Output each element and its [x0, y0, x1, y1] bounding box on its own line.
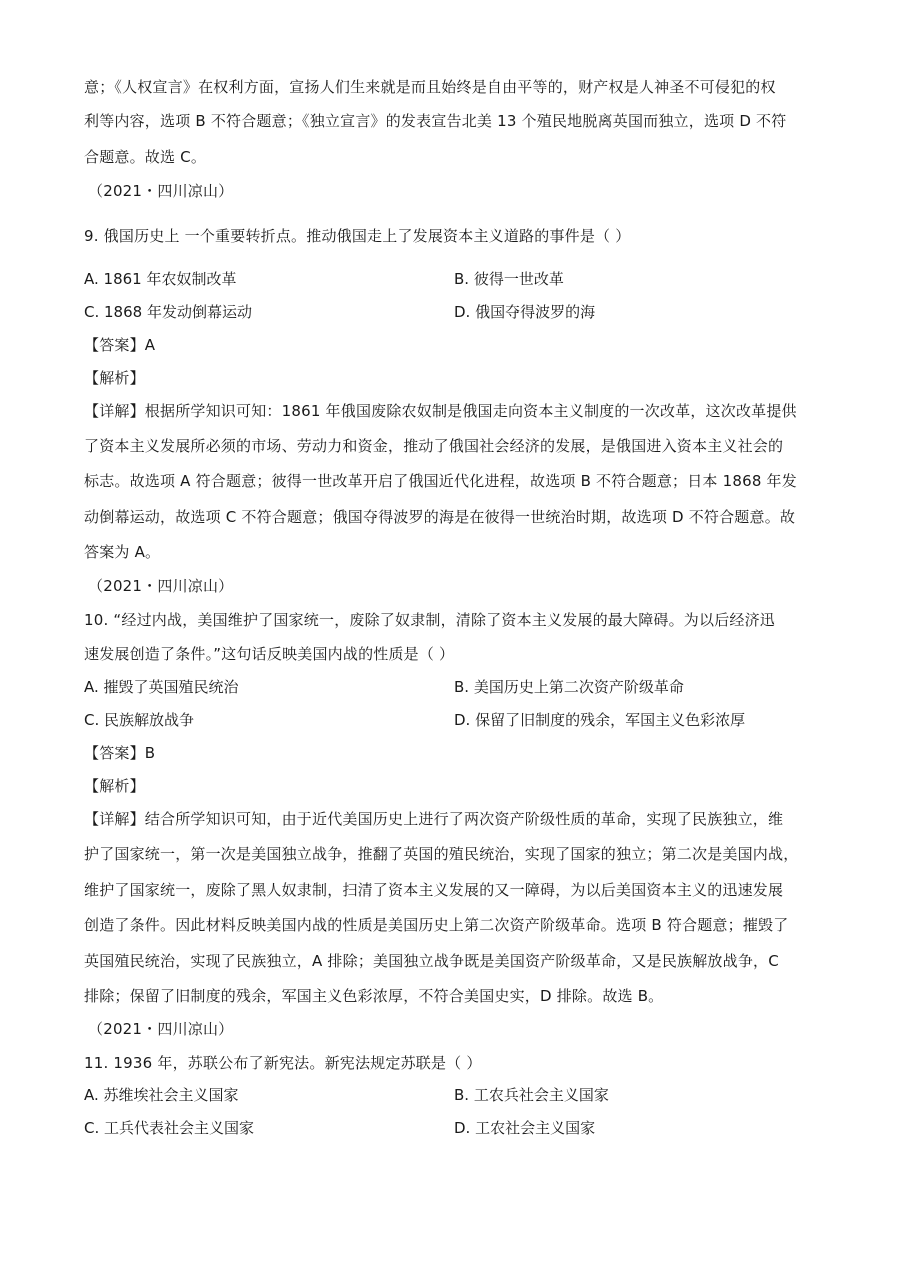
option-c: C. 民族解放战争 — [84, 711, 195, 729]
answer-line: 【答案】A — [84, 336, 156, 354]
analysis-label: 【解析】 — [84, 777, 145, 795]
option-d: D. 工农社会主义国家 — [454, 1119, 596, 1137]
option-a: A. 摧毁了英国殖民统治 — [84, 678, 239, 696]
option-b: B. 美国历史上第二次资产阶级革命 — [454, 678, 684, 696]
detail-line: 动倒幕运动，故选项 C 不符合题意；俄国夺得波罗的海是在彼得一世统治时期，故选项 D 不符合题意。故 — [84, 508, 796, 526]
option-a: A. 1861 年农奴制改革 — [84, 270, 237, 288]
analysis-label: 【解析】 — [84, 369, 145, 387]
detail-line: 英国殖民统治，实现了民族独立，A 排除；美国独立战争既是美国资产阶级革命，又是民族解放战争，C — [84, 952, 779, 970]
paragraph-line: 合题意。故选 C。 — [84, 148, 207, 166]
answer-line: 【答案】B — [84, 744, 156, 762]
question-source: （2021・四川凉山） — [88, 182, 234, 200]
detail-line: 【详解】结合所学知识可知，由于近代美国历史上进行了两次资产阶级性质的革命，实现了民族独立，维 — [84, 810, 784, 828]
question-source: （2021・四川凉山） — [88, 1020, 234, 1038]
detail-line: 创造了条件。因此材料反映美国内战的性质是美国历史上第二次资产阶级革命。选项 B 符合题意；摧毁了 — [84, 916, 789, 934]
option-c: C. 工兵代表社会主义国家 — [84, 1119, 255, 1137]
detail-line: 排除；保留了旧制度的残余，军国主义色彩浓厚，不符合美国史实，D 排除。故选 B。 — [84, 987, 664, 1005]
question-stem: 10. “经过内战，美国维护了国家统一，废除了奴隶制，清除了资本主义发展的最大障碍。为以后经济迅 — [84, 611, 775, 629]
question-stem: 9. 俄国历史上 一个重要转折点。推动俄国走上了发展资本主义道路的事件是（ ） — [84, 227, 631, 245]
question-source: （2021・四川凉山） — [88, 577, 234, 595]
paragraph-line: 利等内容，选项 B 不符合题意；《独立宣言》的发表宣告北美 13 个殖民地脱离英国而独立，选项 D 不符 — [84, 112, 787, 130]
detail-line: 了资本主义发展所必须的市场、劳动力和资金，推动了俄国社会经济的发展，是俄国进入资本主义社会的 — [84, 437, 784, 455]
option-a: A. 苏维埃社会主义国家 — [84, 1086, 239, 1104]
option-c: C. 1868 年发动倒幕运动 — [84, 303, 252, 321]
paragraph-line: 意；《人权宣言》在权利方面，宣扬人们生来就是而且始终是自由平等的，财产权是人神圣不可侵犯的权 — [84, 78, 776, 96]
detail-line: 【详解】根据所学知识可知：1861 年俄国废除农奴制是俄国走向资本主义制度的一次改革，这次改革提供 — [84, 402, 797, 420]
question-stem: 11. 1936 年，苏联公布了新宪法。新宪法规定苏联是（ ） — [84, 1054, 482, 1072]
detail-line: 答案为 A。 — [84, 543, 161, 561]
option-d: D. 保留了旧制度的残余，军国主义色彩浓厚 — [454, 711, 746, 729]
option-d: D. 俄国夺得波罗的海 — [454, 303, 596, 321]
detail-line: 维护了国家统一，废除了黑人奴隶制，扫清了资本主义发展的又一障碍，为以后美国资本主义的迅速发展 — [84, 881, 784, 899]
option-b: B. 彼得一世改革 — [454, 270, 564, 288]
question-stem: 速发展创造了条件。”这句话反映美国内战的性质是（ ） — [84, 645, 455, 663]
detail-line: 护了国家统一，第一次是美国独立战争，推翻了英国的殖民统治，实现了国家的独立；第二次是美国内战， — [84, 845, 799, 863]
option-b: B. 工农兵社会主义国家 — [454, 1086, 609, 1104]
detail-line: 标志。故选项 A 符合题意；彼得一世改革开启了俄国近代化进程，故选项 B 不符合题意；日本 1868 年发 — [84, 472, 797, 490]
